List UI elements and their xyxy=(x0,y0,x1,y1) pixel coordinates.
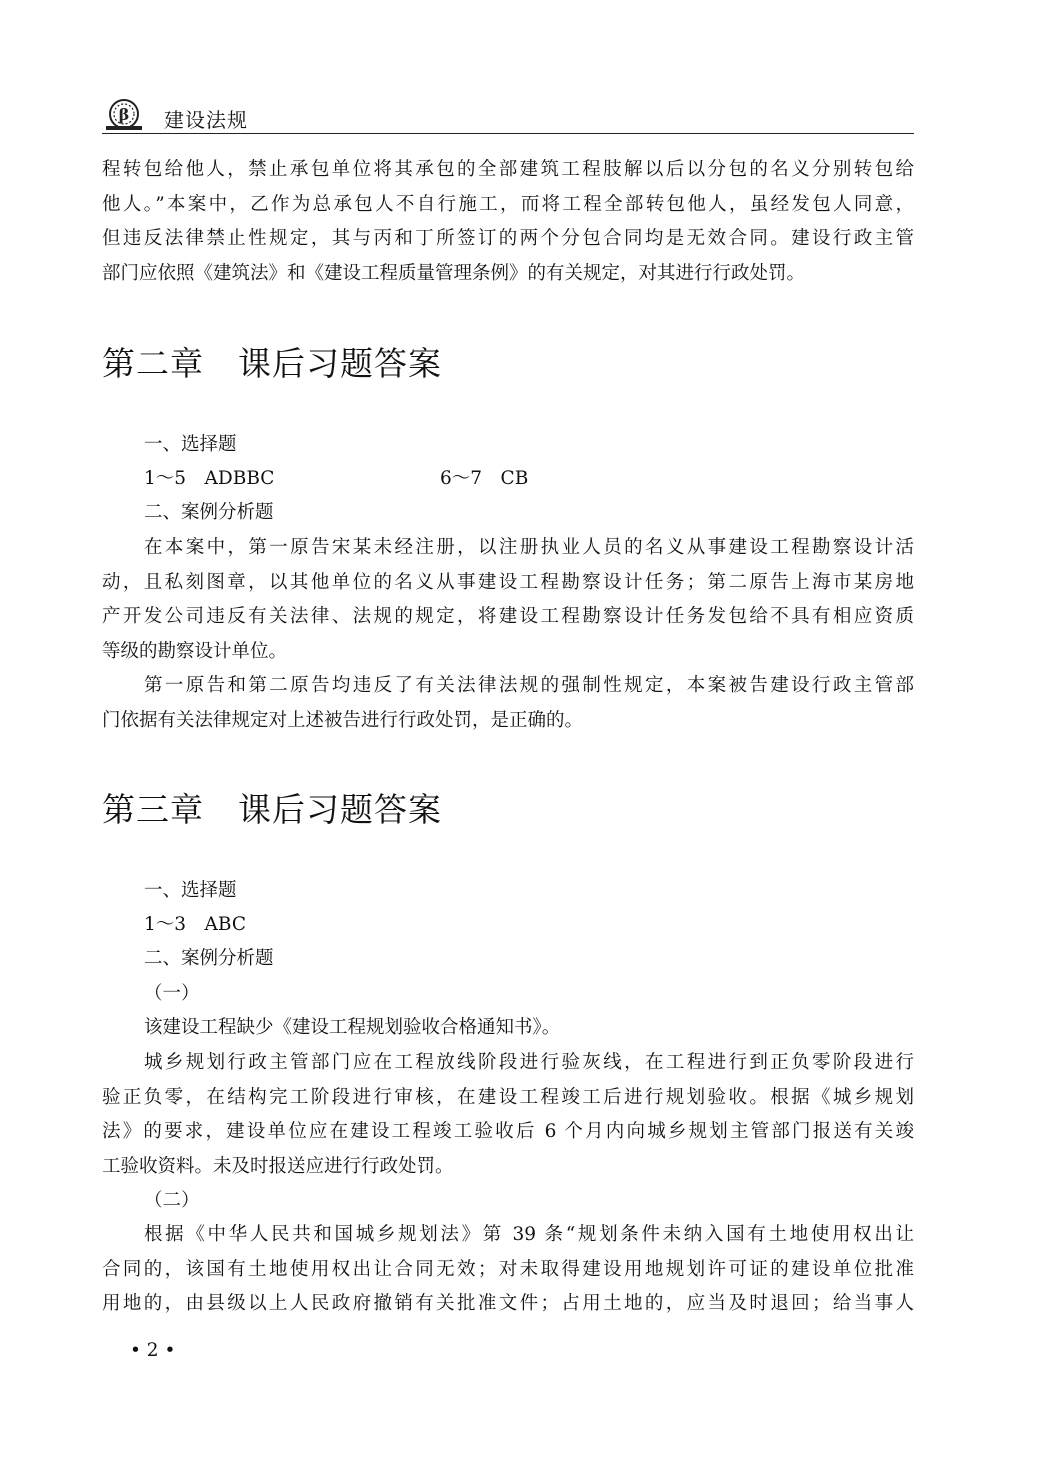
paragraph-line: 第一原告和第二原告均违反了有关法律法规的强制性规定，本案被告建设行政主管部 xyxy=(144,675,914,696)
case-1-paragraph-1: 该建设工程缺少《建设工程规划验收合格通知书》。 xyxy=(144,1017,561,1038)
intro-paragraph xyxy=(102,153,914,291)
chapter-2-answers-6-7: 6～7 CB xyxy=(440,468,529,489)
chapter-2-case-paragraph-1 xyxy=(102,531,914,669)
paragraph-line: 产开发公司违反有关法律、法规的规定，将建设工程勘察设计任务发包给不具有相应资质 xyxy=(102,606,914,627)
paragraph-line: 城乡规划行政主管部门应在工程放线阶段进行验灰线，在工程进行到正负零阶段进行 xyxy=(144,1052,914,1073)
chapter-2-number: 第二章 xyxy=(102,344,204,383)
case-1-label: （一） xyxy=(144,983,200,1004)
header-divider xyxy=(102,133,914,134)
chapter-3-answers: 1～3 ABC xyxy=(144,914,246,935)
chapter-3-section-choice: 一、选择题 xyxy=(144,880,237,901)
chapter-3-number: 第三章 xyxy=(102,790,204,829)
chapter-2-case-paragraph-2 xyxy=(102,669,914,738)
chapter-3-section-case: 二、案例分析题 xyxy=(144,948,274,969)
svg-text:β: β xyxy=(118,105,130,124)
chapter-2-section-choice: 一、选择题 xyxy=(144,434,237,455)
chapter-2-section-case: 二、案例分析题 xyxy=(144,502,274,523)
chapter-2-answers-1-5: 1～5 ADBBC xyxy=(144,468,275,489)
paragraph-line: 工验收资料。未及时报送应进行行政处罚。 xyxy=(102,1155,454,1177)
intro-line: 他人。”本案中，乙作为总承包人不自行施工，而将工程全部转包他人，虽经发包人同意， xyxy=(102,193,914,215)
chapter-3-title xyxy=(102,784,442,831)
page-header xyxy=(102,98,914,136)
paragraph-line: 门依据有关法律规定对上述被告进行行政处罚，是正确的。 xyxy=(102,709,584,731)
case-2-paragraph xyxy=(102,1218,914,1322)
intro-line: 部门应依照《建筑法》和《建设工程质量管理条例》的有关规定，对其进行行政处罚。 xyxy=(102,262,806,284)
paragraph-line: 合同的，该国有土地使用权出让合同无效；对未取得建设用地规划许可证的建设单位批准 xyxy=(102,1258,914,1280)
paragraph-line: 等级的勘察设计单位。 xyxy=(102,640,288,662)
chapter-3-heading: 课后习题答案 xyxy=(238,790,442,829)
header-title: 建设法规 xyxy=(164,108,248,132)
chapter-2-heading: 课后习题答案 xyxy=(238,344,442,383)
intro-line: 程转包给他人，禁止承包单位将其承包的全部建筑工程肢解以后以分包的名义分别转包给 xyxy=(102,159,914,180)
publisher-logo-icon xyxy=(102,98,146,132)
case-2-label: （二） xyxy=(144,1190,200,1211)
paragraph-line: 在本案中，第一原告宋某未经注册，以注册执业人员的名义从事建设工程勘察设计活 xyxy=(144,537,914,558)
page-number: • 2 • xyxy=(130,1340,176,1361)
paragraph-line: 根据《中华人民共和国城乡规划法》第 39 条“规划条件未纳入国有土地使用权出让 xyxy=(144,1224,914,1245)
chapter-2-answers xyxy=(144,462,529,497)
paragraph-line: 验正负零，在结构完工阶段进行审核，在建设工程竣工后进行规划验收。根据《城乡规划 xyxy=(102,1086,914,1108)
chapter-2-title xyxy=(102,338,442,385)
paragraph-line: 用地的，由县级以上人民政府撤销有关批准文件；占用土地的，应当及时退回；给当事人 xyxy=(102,1293,914,1314)
case-1-paragraph-2 xyxy=(102,1046,914,1184)
paragraph-line: 法》的要求，建设单位应在建设工程竣工验收后 6 个月内向城乡规划主管部门报送有关竣 xyxy=(102,1121,914,1142)
intro-line: 但违反法律禁止性规定，其与丙和丁所签订的两个分包合同均是无效合同。建设行政主管 xyxy=(102,228,914,249)
paragraph-line: 动，且私刻图章，以其他单位的名义从事建设工程勘察设计任务；第二原告上海市某房地 xyxy=(102,571,914,593)
